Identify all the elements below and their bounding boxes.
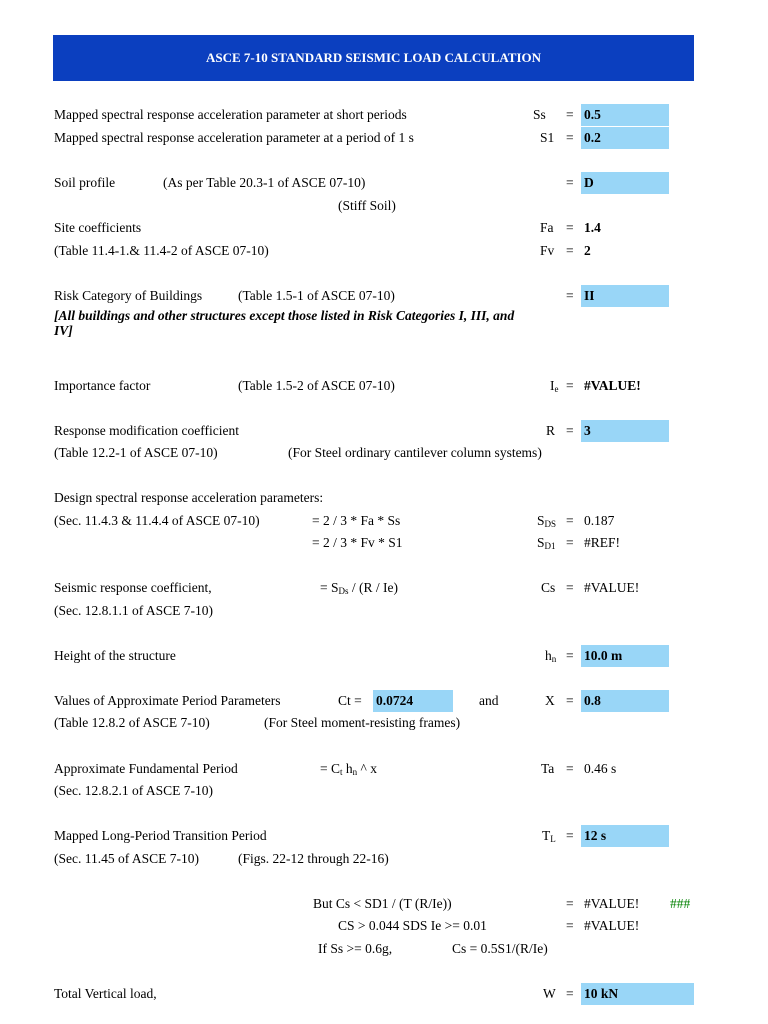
check-line-2: CS > 0.044 SDS Ie >= 0.01	[338, 918, 487, 933]
check-line-1: But Cs < SD1 / (T (R/Ie))	[313, 896, 452, 911]
ta-value: 0.46 s	[584, 761, 617, 776]
fund-period-ref: (Sec. 12.8.2.1 of ASCE 7-10)	[54, 783, 213, 798]
soil-note: (Stiff Soil)	[338, 198, 396, 213]
vertical-label: Total Vertical load,	[54, 986, 157, 1001]
sd1-symbol: $S_{D1}$	[537, 535, 556, 551]
equals-sign: =	[566, 378, 574, 393]
check-line-3b: Cs = 0.5S1/(R/Ie)	[452, 941, 548, 956]
response-label: Response modification coefficient	[54, 423, 239, 438]
equals-sign: =	[566, 513, 574, 528]
equals-sign: =	[566, 828, 574, 843]
design-label: Design spectral response acceleration parameters:	[54, 490, 324, 505]
equals-sign: =	[566, 693, 574, 708]
equals-sign: =	[566, 896, 574, 911]
equals-sign: =	[566, 580, 574, 595]
risk-ref: (Table 1.5-1 of ASCE 07-10)	[238, 288, 395, 303]
cs-symbol: Cs	[541, 580, 556, 595]
soil-label: Soil profile	[54, 175, 116, 190]
ss-label: Mapped spectral response acceleration parameter at short periods	[54, 107, 407, 122]
s1-label: Mapped spectral response acceleration parameter at a period of 1 s	[54, 130, 414, 145]
height-label: Height of the structure	[54, 648, 176, 663]
soil-ref: (As per Table 20.3-1 of ASCE 07-10)	[163, 175, 366, 190]
equals-sign: =	[566, 918, 574, 933]
ss-symbol: Ss	[533, 107, 546, 122]
long-period-label: Mapped Long-Period Transition Period	[54, 828, 267, 843]
equals-sign: =	[566, 107, 574, 122]
ta-symbol: Ta	[541, 761, 555, 776]
ss-input[interactable]: 0.5	[581, 104, 669, 126]
fv-value: 2	[584, 243, 591, 258]
height-input[interactable]: 10.0 m	[581, 645, 669, 667]
long-period-ref: (Sec. 11.45 of ASCE 7-10)	[54, 851, 199, 866]
equals-sign: =	[566, 175, 574, 190]
equals-sign: =	[566, 423, 574, 438]
hn-symbol: $h_n$	[545, 648, 557, 664]
risk-input[interactable]: II	[581, 285, 669, 307]
page-title: ASCE 7-10 STANDARD SEISMIC LOAD CALCULATION	[53, 35, 694, 81]
equals-sign: =	[566, 986, 574, 1001]
long-period-note: (Figs. 22-12 through 22-16)	[238, 851, 389, 866]
and-text: and	[479, 693, 499, 708]
check-value-1: #VALUE!	[584, 896, 640, 911]
ta-formula: = $C_t$ $h_n$ ^ x	[320, 761, 377, 777]
sd1-value: #REF!	[584, 535, 621, 550]
check-line-3a: If Ss >= 0.6g,	[318, 941, 393, 956]
risk-label: Risk Category of Buildings	[54, 288, 203, 303]
x-input[interactable]: 0.8	[581, 690, 669, 712]
s1-symbol: S1	[540, 130, 555, 145]
importance-ref: (Table 1.5-2 of ASCE 07-10)	[238, 378, 395, 393]
r-symbol: R	[546, 423, 556, 438]
ct-input[interactable]: 0.0724	[373, 690, 453, 712]
sd1-formula: = 2 / 3 * Fv * S1	[312, 535, 403, 550]
fa-value: 1.4	[584, 220, 601, 235]
cs-value: #VALUE!	[584, 580, 640, 595]
overflow-flag: ###	[670, 896, 691, 911]
soil-input[interactable]: D	[581, 172, 669, 194]
equals-sign: =	[566, 130, 574, 145]
seismic-label: Seismic response coefficient,	[54, 580, 212, 595]
equals-sign: =	[566, 243, 574, 258]
s1-input[interactable]: 0.2	[581, 127, 669, 149]
cs-formula: = $S_{Ds} / (R / Ie)$	[320, 580, 399, 596]
risk-note: [All buildings and other structures except those listed in Risk Categories I, III, and	[54, 308, 515, 323]
ct-label: Ct =	[338, 693, 362, 708]
w-symbol: W	[543, 986, 556, 1001]
importance-symbol: $I_e$	[550, 378, 559, 394]
fa-symbol: Fa	[540, 220, 554, 235]
tl-symbol: $T_L$	[542, 828, 556, 844]
equals-sign: =	[566, 761, 574, 776]
importance-value: #VALUE!	[584, 378, 641, 393]
check-value-2: #VALUE!	[584, 918, 640, 933]
tl-input[interactable]: 12 s	[581, 825, 669, 847]
sds-value: 0.187	[584, 513, 615, 528]
approx-params-label: Values of Approximate Period Parameters	[54, 693, 281, 708]
equals-sign: =	[566, 288, 574, 303]
equals-sign: =	[566, 648, 574, 663]
response-ref: (Table 12.2-1 of ASCE 07-10)	[54, 445, 218, 460]
sds-symbol: $S_{DS}$	[537, 513, 557, 529]
approx-params-ref: (Table 12.8.2 of ASCE 7-10)	[54, 715, 210, 730]
site-ref: (Table 11.4-1.& 11.4-2 of ASCE 07-10)	[54, 243, 269, 258]
design-ref: (Sec. 11.4.3 & 11.4.4 of ASCE 07-10)	[54, 513, 260, 528]
w-input[interactable]: 10 kN	[581, 983, 694, 1005]
importance-label: Importance factor	[54, 378, 151, 393]
equals-sign: =	[566, 535, 574, 550]
fv-symbol: Fv	[540, 243, 555, 258]
seismic-ref: (Sec. 12.8.1.1 of ASCE 7-10)	[54, 603, 213, 618]
fund-period-label: Approximate Fundamental Period	[54, 761, 238, 776]
sds-formula: = 2 / 3 * Fa * Ss	[312, 513, 401, 528]
x-symbol: X	[545, 693, 555, 708]
approx-params-note: (For Steel moment-resisting frames)	[264, 715, 461, 730]
response-note: (For Steel ordinary cantilever column systems)	[288, 445, 542, 460]
equals-sign: =	[566, 220, 574, 235]
r-input[interactable]: 3	[581, 420, 669, 442]
risk-note-cont: IV]	[54, 323, 73, 338]
site-label: Site coefficients	[54, 220, 142, 235]
